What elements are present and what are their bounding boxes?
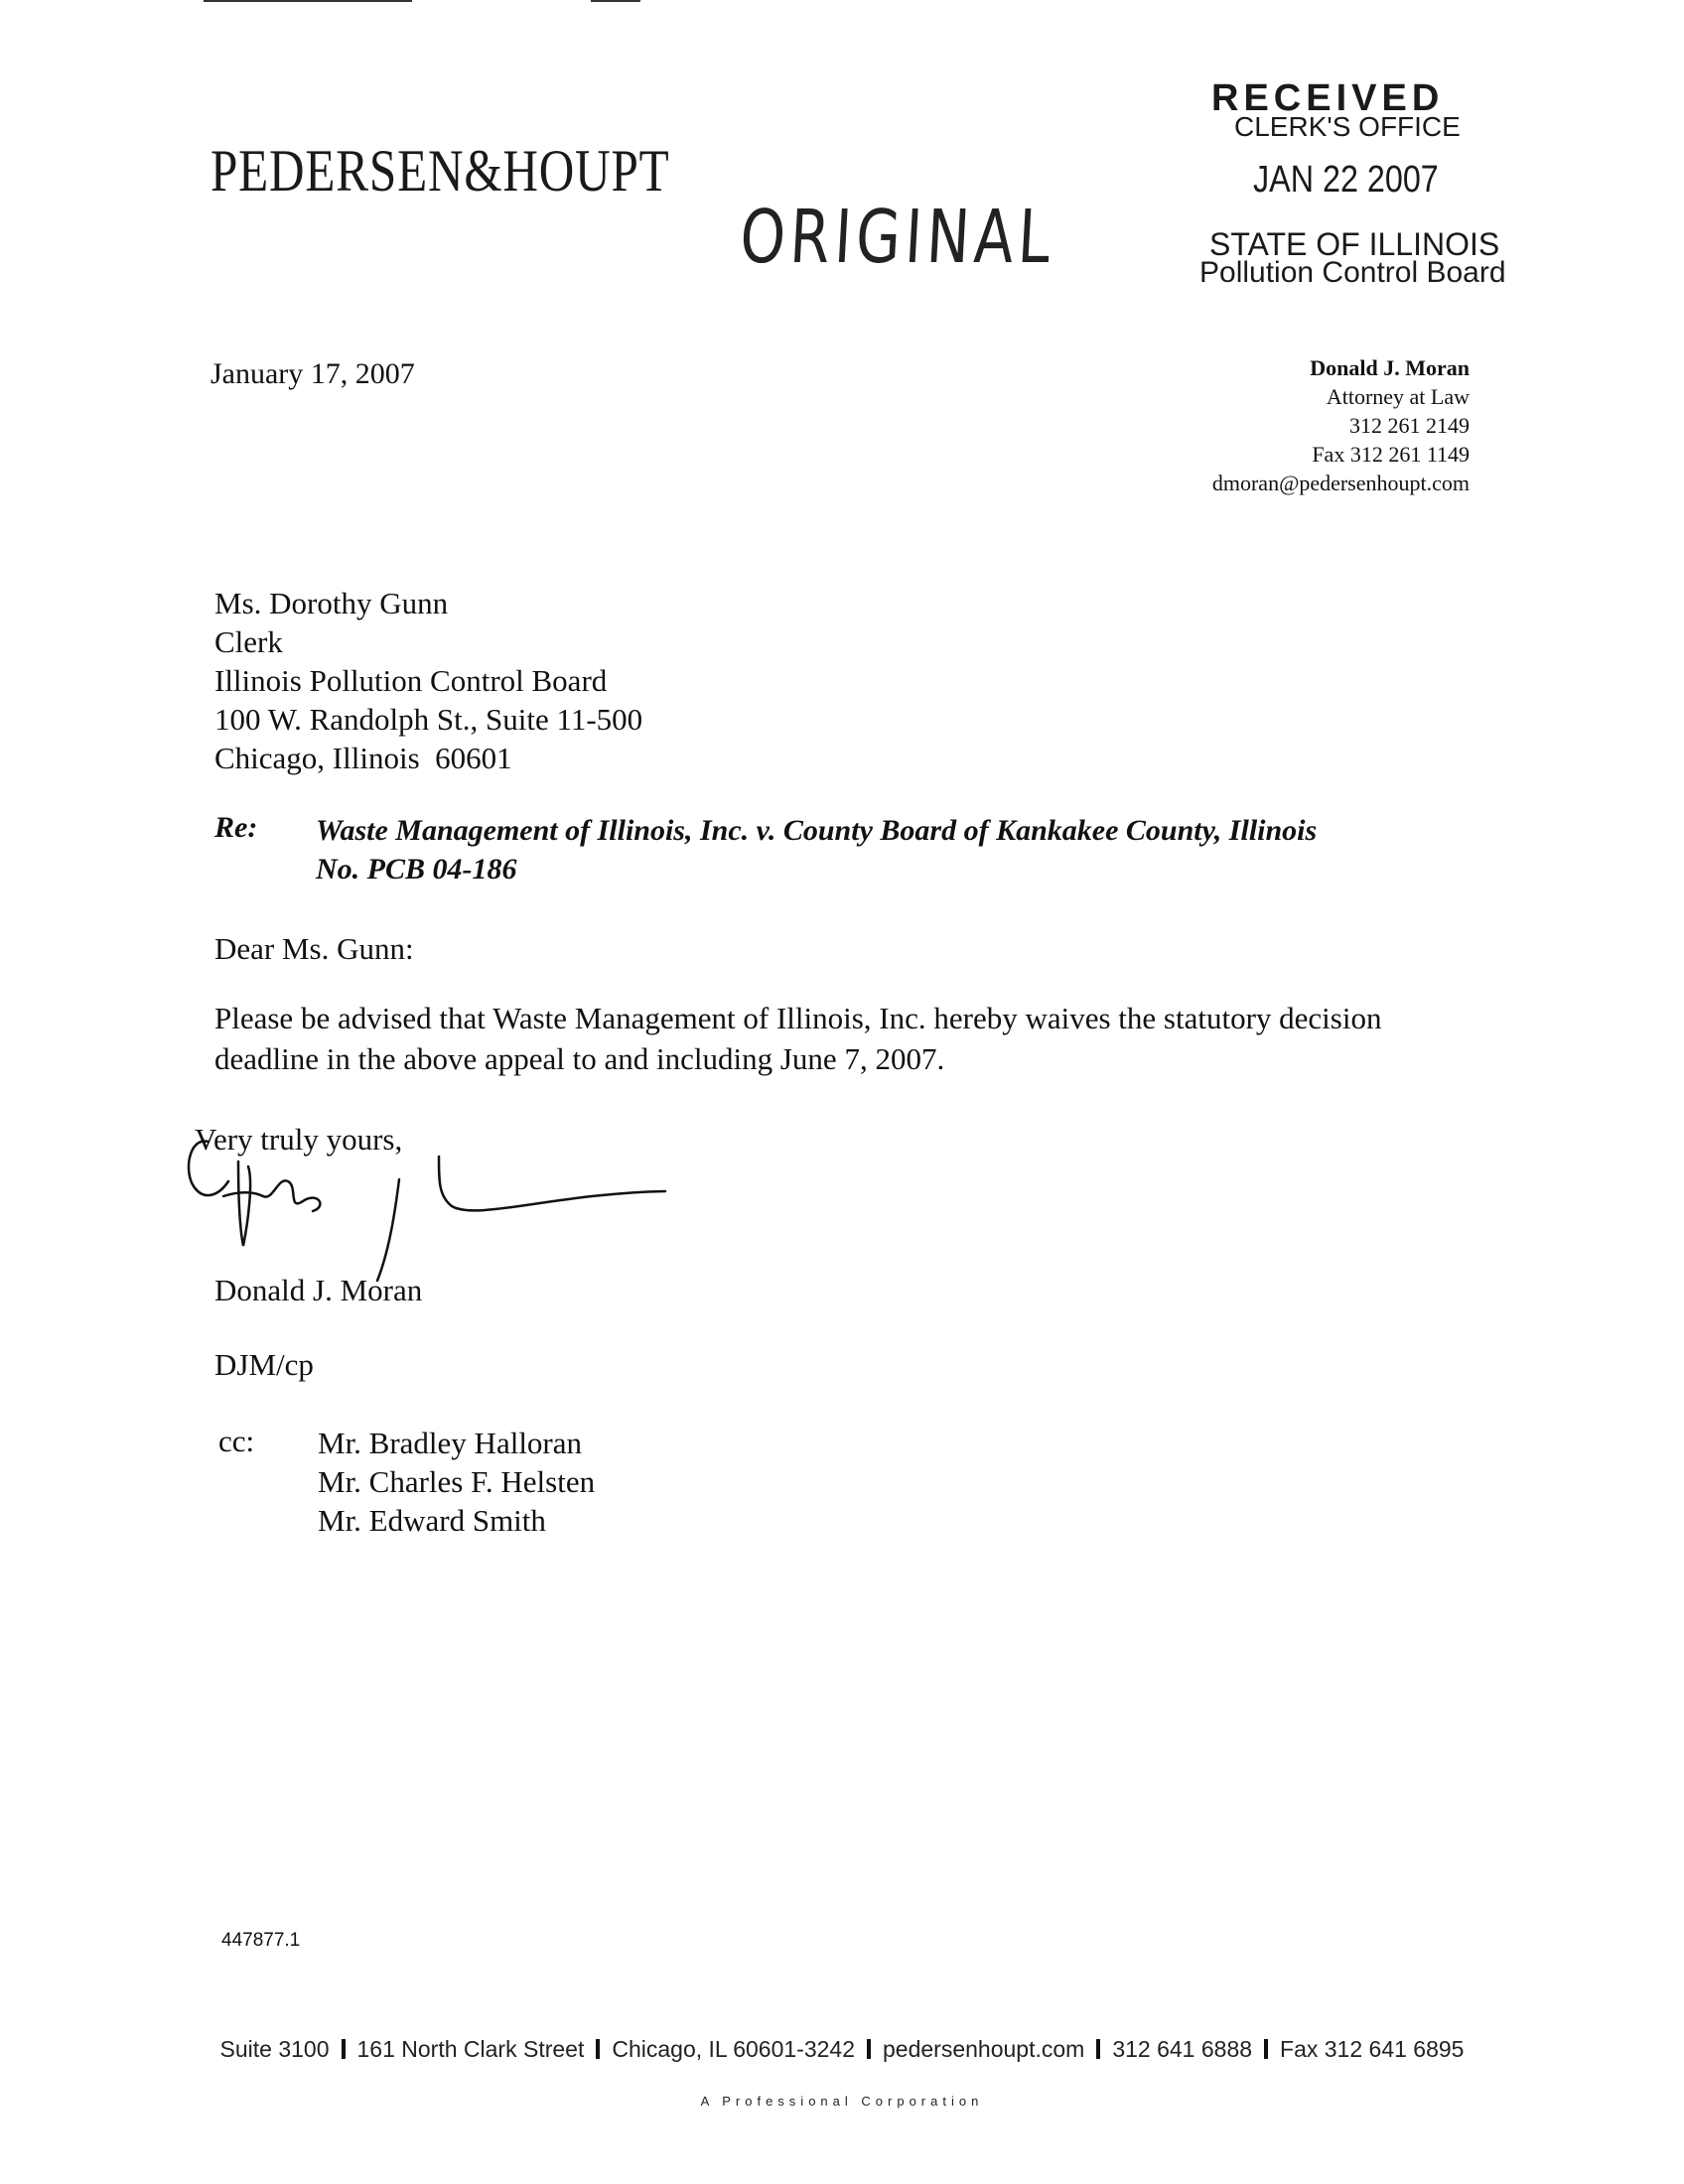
letter-body <box>214 998 1505 1079</box>
footer-separator <box>1264 2039 1268 2059</box>
footer-address <box>0 2036 1684 2063</box>
document-number: 447877.1 <box>221 1930 301 1951</box>
re-label: Re: <box>214 811 258 844</box>
footer-fax: Fax 312 641 6895 <box>1280 2036 1465 2062</box>
footer-suite: Suite 3100 <box>219 2036 330 2062</box>
footer-tagline: A Professional Corporation <box>700 2094 984 2109</box>
stamp-received: RECEIVED <box>1211 77 1445 119</box>
footer-phone: 312 641 6888 <box>1112 2036 1253 2062</box>
footer-city: Chicago, IL 60601-3242 <box>612 2036 856 2062</box>
sender-phone: 312 261 2149 <box>1349 413 1470 438</box>
signer-name: Donald J. Moran <box>214 1273 423 1307</box>
cc-label: cc: <box>218 1424 255 1458</box>
recipient-line: Illinois Pollution Control Board <box>214 663 608 698</box>
closing: Very truly yours, <box>195 1122 403 1157</box>
recipient-line: Chicago, Illinois 60601 <box>214 741 512 775</box>
cc-recipient: Mr. Charles F. Helsten <box>318 1464 596 1499</box>
sender-email[interactable]: dmoran@pedersenhoupt.com <box>1211 471 1470 495</box>
letter-date: January 17, 2007 <box>210 357 415 390</box>
footer-street: 161 North Clark Street <box>356 2036 585 2062</box>
re-line-2: No. PCB 04-186 <box>316 853 517 886</box>
footer-separator <box>342 2039 346 2059</box>
original-stamp: ORIGINAL <box>738 195 1057 280</box>
typist-initials: DJM/cp <box>214 1347 314 1382</box>
footer-separator <box>1096 2039 1100 2059</box>
scan-line-left <box>204 0 412 2</box>
cc-recipient: Mr. Bradley Halloran <box>318 1426 583 1460</box>
stamp-board: Pollution Control Board <box>1199 256 1506 289</box>
salutation: Dear Ms. Gunn: <box>214 931 414 966</box>
recipient-address <box>214 584 642 777</box>
cc-list <box>318 1424 595 1540</box>
re-line-1: Waste Management of Illinois, Inc. v. County Board of Kankakee County, Illinois <box>316 814 1318 847</box>
footer-separator <box>867 2039 871 2059</box>
body-line-1: Please be advised that Waste Management of Illinois, Inc. hereby waives the statutory decision <box>214 1001 1382 1035</box>
stamp-clerks-office: CLERK'S OFFICE <box>1234 111 1461 142</box>
firm-logo: PEDERSEN&HOUPT <box>210 138 670 204</box>
signature-image <box>179 1122 695 1291</box>
cc-recipient: Mr. Edward Smith <box>318 1503 546 1538</box>
sender-name: Donald J. Moran <box>1310 355 1470 380</box>
scan-line-right <box>591 0 640 2</box>
sender-block <box>1212 353 1470 497</box>
footer-website[interactable]: pedersenhoupt.com <box>883 2036 1085 2062</box>
stamp-date: JAN 22 2007 <box>1253 159 1439 201</box>
recipient-line: Ms. Dorothy Gunn <box>214 586 449 620</box>
sender-title: Attorney at Law <box>1326 384 1470 409</box>
recipient-line: 100 W. Randolph St., Suite 11-500 <box>214 702 643 737</box>
footer-separator <box>596 2039 600 2059</box>
sender-fax: Fax 312 261 1149 <box>1312 442 1470 467</box>
recipient-line: Clerk <box>214 624 283 659</box>
stamp-state: STATE OF ILLINOIS <box>1209 226 1500 262</box>
body-line-2: deadline in the above appeal to and including June 7, 2007. <box>214 1041 945 1076</box>
re-subject <box>316 811 1317 888</box>
